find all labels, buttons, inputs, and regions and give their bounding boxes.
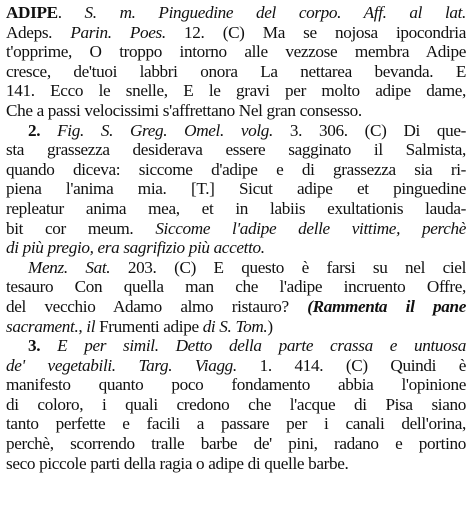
- dictionary-entry-adipe: [6, 3, 466, 473]
- entry-line: [6, 81, 466, 101]
- entry-line: [6, 336, 466, 356]
- entry-line: [6, 121, 466, 141]
- entry-line: [6, 199, 466, 219]
- entry-text-segment: 3.: [28, 336, 58, 356]
- entry-line: [6, 140, 466, 160]
- entry-text-segment: Che a passi velocissimi s'affrettano Nel gran consesso.: [6, 100, 362, 120]
- entry-text-segment: tanto perfette e facili a passare per i canali dell'orina,: [6, 414, 466, 434]
- entry-text-segment: tesauro Con quella man che l'adipe incruento Offre,: [6, 277, 466, 297]
- entry-text-segment: di coloro, i quali credono che l'acque di Pisa siano: [6, 394, 466, 414]
- entry-text-segment: de' vegetabili. Targ. Viagg.: [6, 355, 237, 375]
- entry-text-segment: Fig. S. Greg. Omel. volg.: [57, 120, 273, 140]
- entry-text-segment: sacrament., il: [6, 316, 100, 336]
- entry-text-segment: 203. (C) E questo è farsi su nel ciel: [110, 257, 466, 277]
- entry-text-segment: manifesto quanto poco fondamento abbia l'opinione: [6, 375, 466, 395]
- entry-text-segment: sta grassezza desiderava essere sagginato il Salmista,: [6, 140, 466, 160]
- entry-line: [6, 160, 466, 180]
- entry-line: [6, 101, 466, 121]
- entry-text-segment: 2.: [28, 120, 58, 140]
- entry-text-segment: perchè, scorrendo tralle barbe de' pini, radano e portino: [6, 434, 466, 454]
- entry-line: [6, 238, 466, 258]
- entry-text-segment: (Rammenta il pane: [307, 296, 466, 316]
- entry-line: [6, 258, 466, 278]
- entry-text-segment: ADIPE: [6, 3, 58, 22]
- entry-text-segment: Adeps.: [6, 22, 71, 42]
- entry-text-segment: 1. 414. (C) Quindi è: [236, 355, 466, 375]
- entry-line: [6, 219, 466, 239]
- entry-text-segment: 12. (C) Ma se nojosa ipocondria: [165, 22, 466, 42]
- entry-line: [6, 23, 466, 43]
- entry-line: [6, 454, 466, 474]
- entry-text-segment: Parin. Poes.: [70, 22, 166, 42]
- entry-text-segment: 3. 306. (C) Di que-: [272, 120, 466, 140]
- entry-text-segment: S. m. Pinguedine del corpo. Aff. al lat.: [84, 3, 466, 22]
- entry-text-segment: Menz. Sat.: [28, 257, 111, 277]
- entry-line: [6, 42, 466, 62]
- entry-line: [6, 179, 466, 199]
- entry-text-segment: ): [267, 316, 273, 336]
- entry-text-segment: quando diceva: siccome d'adipe e di grassezza sia ri-: [6, 159, 466, 179]
- entry-text-segment: Siccome l'adipe delle vittime, perchè: [155, 218, 466, 238]
- entry-line: [6, 414, 466, 434]
- entry-text-segment: Frumenti adipe: [99, 316, 203, 336]
- entry-line: [6, 317, 466, 337]
- entry-text-segment: cresce, de'tuoi labbri onora La nettarea bevanda. E: [6, 61, 466, 81]
- entry-text-segment: seco piccole parti della ragia o adipe di quelle barbe.: [6, 453, 349, 473]
- entry-line: [6, 277, 466, 297]
- entry-line: [6, 3, 466, 23]
- entry-text-segment: piena l'anima mia. [T.] Sicut adipe et pinguedine: [6, 179, 466, 199]
- entry-text-segment: di S. Tom.: [202, 316, 268, 336]
- entry-text-segment: di più pregio, era sagrifizio più accetto.: [6, 238, 265, 258]
- entry-line: [6, 62, 466, 82]
- entry-text-segment: t'opprime, O troppo intorno alle vezzose membra Adipe: [6, 42, 466, 62]
- entry-text-segment: del vecchio Adamo almo ristauro?: [6, 296, 308, 316]
- entry-text-segment: 141. Ecco le snelle, E le gravi per molto adipe dame,: [6, 81, 466, 101]
- entry-text-segment: bit cor meum.: [6, 218, 156, 238]
- entry-line: [6, 297, 466, 317]
- entry-line: [6, 395, 466, 415]
- entry-line: [6, 375, 466, 395]
- entry-text-segment: .: [57, 3, 85, 22]
- entry-text-segment: E per simil. Detto della parte crassa e untuosa: [57, 336, 466, 356]
- entry-text-segment: repleatur anima mea, et in labiis exultationis lauda-: [6, 198, 466, 218]
- entry-line: [6, 434, 466, 454]
- entry-line: [6, 356, 466, 376]
